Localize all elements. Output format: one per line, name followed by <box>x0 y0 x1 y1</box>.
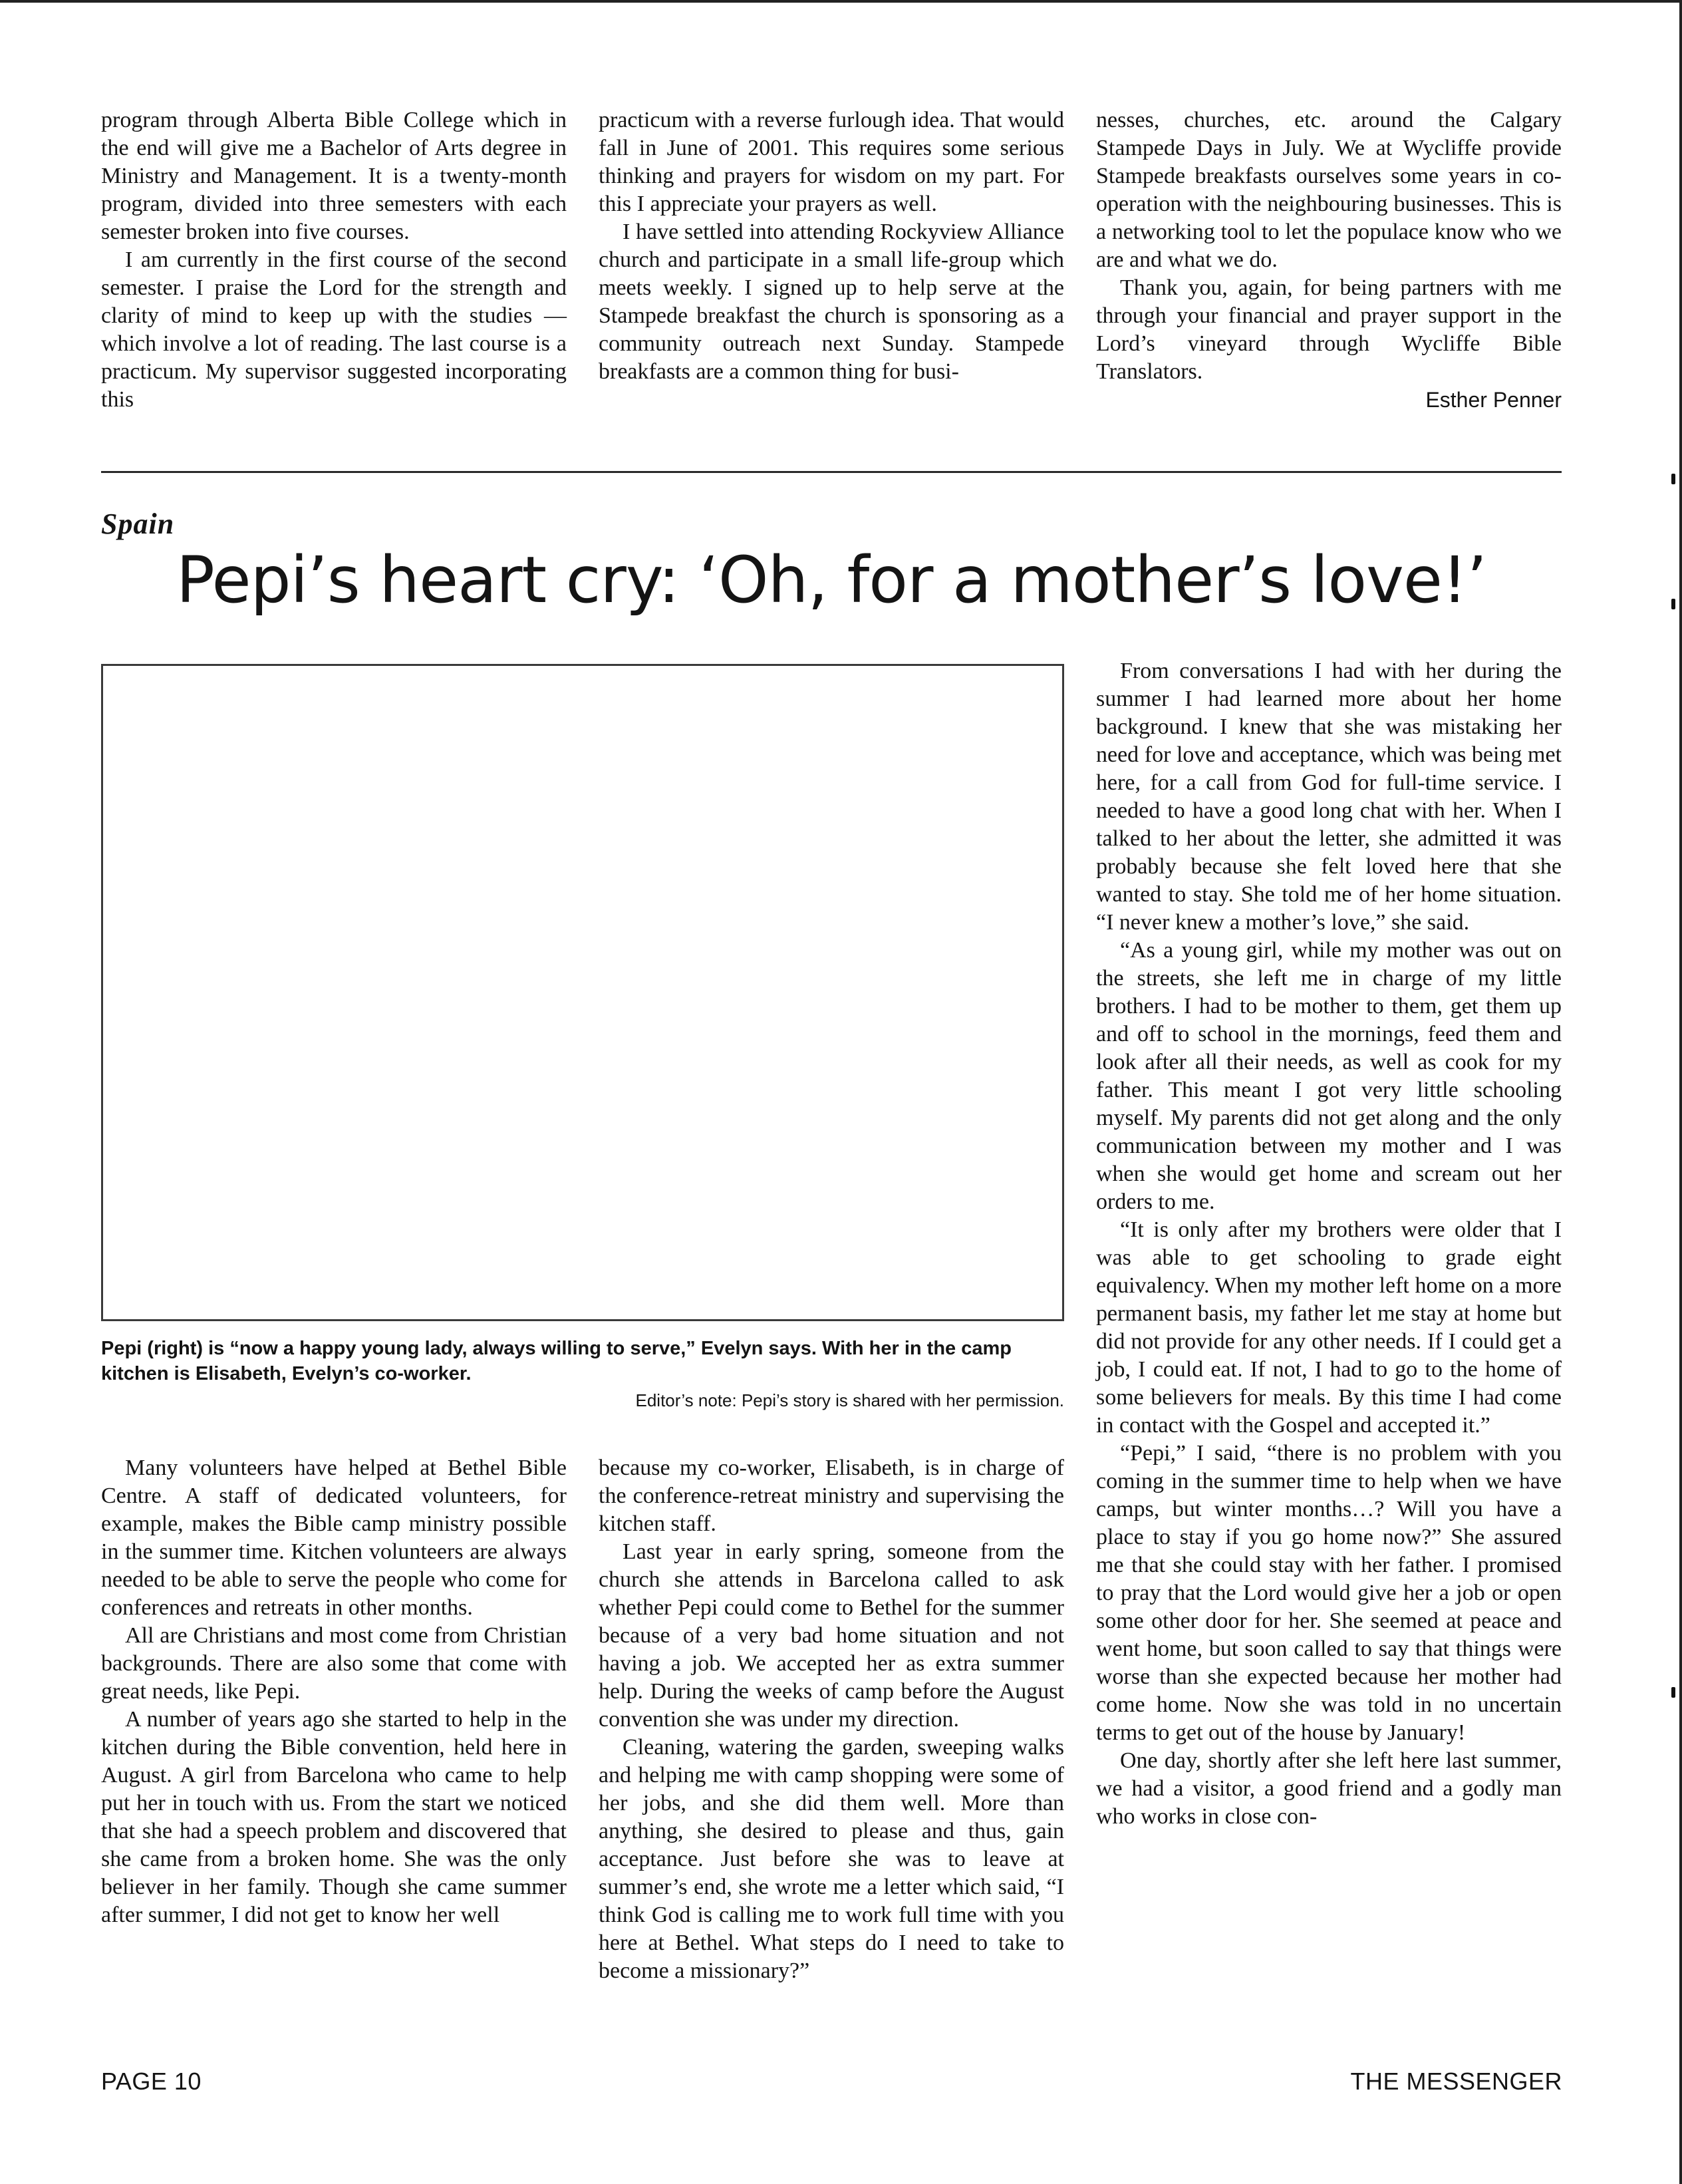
section-label: Spain <box>101 508 175 540</box>
main-article-column-3 <box>1096 657 1562 1831</box>
paragraph: From conversations I had with her during the summer I had learned more about her home background. I knew that she was mistaking her need for love and acceptance, which was being met here, for a call from God for full-time service. I needed to have a good long chat with her. When I talked to her about the letter, she admitted it was probably because she felt loved here that she wanted to stay. She told me of her home situation. “I never knew a mother’s love,” she said. <box>1096 659 1562 935</box>
paragraph: Thank you, again, for being partners with me through your financial and prayer support in the Lord’s vineyard through Wycliffe Bible Translators. <box>1096 275 1562 384</box>
section-divider <box>101 471 1562 473</box>
paragraph: Many volunteers have helped at Bethel Bible Centre. A staff of dedicated volunteers, for example, makes the Bible camp ministry possible in the summer time. Kitchen volunteers are always needed to be able to serve the people who come for conferences and retreats in other months. <box>101 1456 567 1620</box>
paragraph: All are Christians and most come from Christian backgrounds. There are also some that come with great needs, like Pepi. <box>101 1623 567 1704</box>
publication-name: THE MESSENGER <box>1350 2068 1562 2095</box>
photo-caption: Pepi (right) is “now a happy young lady, always willing to serve,” Evelyn says. With her in the camp kitchen is Elisabeth, Evelyn’s co-worker. <box>101 1338 1012 1384</box>
paragraph: One day, shortly after she left here last summer, we had a visitor, a good friend and a godly man who works in close con- <box>1096 1748 1562 1829</box>
page-number: PAGE 10 <box>101 2068 202 2095</box>
paragraph: I am currently in the first course of the second semester. I praise the Lord for the strength and clarity of mind to keep up with the studies — which involve a lot of reading. The last course is a practicum. My supervisor suggested incorporating this <box>101 247 567 412</box>
margin-mark <box>1671 599 1675 609</box>
paragraph: A number of years ago she started to help in the kitchen during the Bible convention, held here in August. A girl from Barcelona who came to help put her in touch with us. From the start we noticed that she had a speech problem and discovered that she came from a broken home. She was the only believer in her family. Though she came summer after summer, I did not get to know her well <box>101 1707 567 1927</box>
main-article-column-2 <box>599 1454 1064 1985</box>
paragraph: Last year in early spring, someone from the church she attends in Barcelona called to ask whether Pepi could come to Bethel for the summer because of a very bad home situation and not having a job. We accepted her as extra summer help. During the weeks of camp before the August convention she was under my direction. <box>599 1539 1064 1732</box>
paragraph: I have settled into attending Rockyview Alliance church and participate in a small life-group which meets weekly. I signed up to help serve at the Stampede breakfast the church is sponsoring as a community outreach next Sunday. Stampede breakfasts are a common thing for busi- <box>599 220 1064 384</box>
paragraph: “Pepi,” I said, “there is no problem with you coming in the summer time to help when we have camps, but winter months…? Will you have a place to stay if you go home now?” She assured me that she could stay with her father. I promised to pray that the Lord would give her a job or open some other door for her. She seemed at peace and went home, but soon called to say that things were worse than she expected because her mother had come home. Now she was told in no uncertain terms to get out of the house by January! <box>1096 1441 1562 1745</box>
top-article-column-3 <box>1096 106 1562 414</box>
page-right-edge <box>1679 0 1682 2184</box>
top-article-column-1 <box>101 106 567 414</box>
paragraph: Cleaning, watering the garden, sweeping walks and helping me with camp shopping were some of her jobs, and she did them well. More than anything, she desired to please and thus, gain acceptance. Just before she was to leave at summer’s end, she wrote me a letter which said, “I think God is calling me to work full time with you here at Bethel. What steps do I need to take to become a missionary?” <box>599 1735 1064 1983</box>
author-signature: Esther Penner <box>1425 388 1562 412</box>
margin-mark <box>1671 1687 1675 1698</box>
paragraph: because my co-worker, Elisabeth, is in charge of the conference-retreat ministry and supervising the kitchen staff. <box>599 1456 1064 1536</box>
paragraph: “As a young girl, while my mother was out on the streets, she left me in charge of my little brothers. I had to be mother to them, get them up and off to school in the mornings, feed them and look after all their needs, as well as cook for my father. This meant I got very little schooling myself. My parents did not get along and the only communication between my mother and I was when she would get home and scream out her orders to me. <box>1096 938 1562 1214</box>
paragraph: “It is only after my brothers were older that I was able to get schooling to grade eight equivalency. When my mother left home on a more permanent basis, my father let me stay at home but did not provide for any other needs. If I could get a job, I could eat. If not, I had to go to the home of some believers for meals. By this time I had come in contact with the Gospel and accepted it.” <box>1096 1217 1562 1438</box>
article-headline: Pepi’s heart cry: ‘Oh, for a mother’s love!’ <box>176 543 1486 617</box>
photo-placeholder <box>101 664 1064 1321</box>
editor-note: Editor’s note: Pepi’s story is shared with her permission. <box>635 1390 1064 1410</box>
paragraph: nesses, churches, etc. around the Calgary Stampede Days in July. We at Wycliffe provide Stampede breakfasts ourselves some years in co-operation with the neighbouring businesses. This is a networking tool to let the populace know who we are and what we do. <box>1096 108 1562 272</box>
margin-mark <box>1671 474 1675 484</box>
paragraph: program through Alberta Bible College which in the end will give me a Bachelor of Arts degree in Ministry and Management. It is a twenty-month program, divided into three semesters with each semester broken into five courses. <box>101 108 567 244</box>
page-top-edge <box>0 0 1682 3</box>
paragraph: practicum with a reverse furlough idea. That would fall in June of 2001. This requires some serious thinking and prayers for wisdom on my part. For this I appreciate your prayers as well. <box>599 108 1064 216</box>
top-article-column-2 <box>599 106 1064 386</box>
main-article-column-1 <box>101 1454 567 1929</box>
